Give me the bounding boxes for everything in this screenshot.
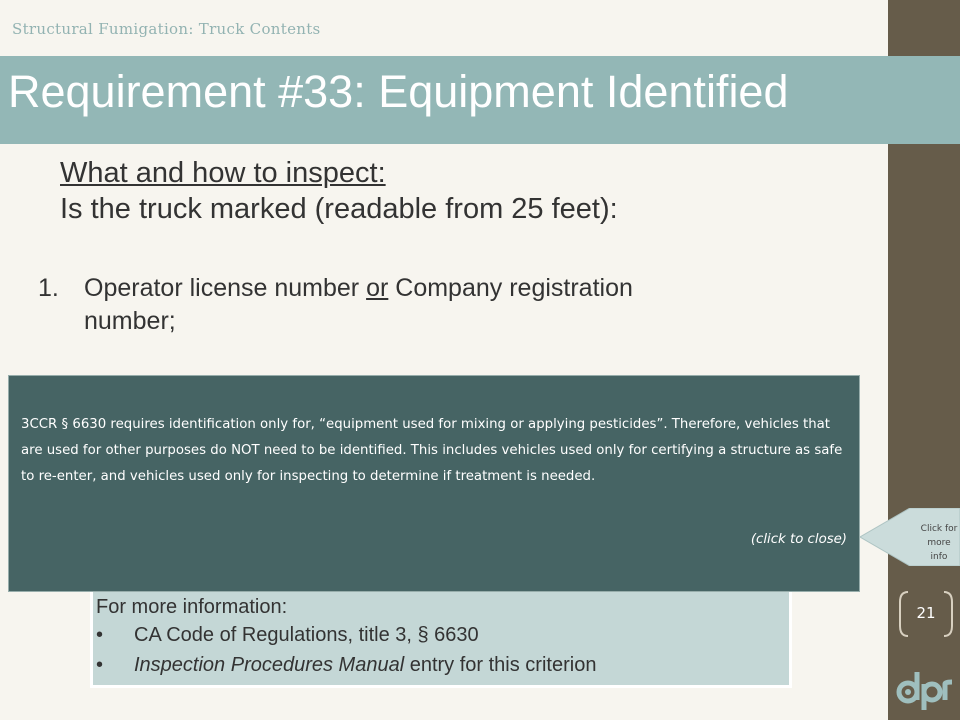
more-info-heading: For more information:: [96, 596, 288, 618]
popup-text: 3CCR § 6630 requires identification only for, “equipment used for mixing or applying pesticides”. Therefore, vehicles that are used for other purposes do NOT need to be identified. This includes vehicles used only for certifying a structure as safe to re-enter, and vehicles used only for inspecting to determine if treatment is needed.: [21, 417, 843, 484]
page-number-badge: [898, 590, 954, 638]
list-item-continuation: number;: [84, 307, 176, 335]
bullet: •: [96, 624, 104, 646]
title-band: [0, 56, 960, 144]
inspect-heading-line1: What and how to inspect:: [60, 157, 386, 189]
requirement-list: [38, 272, 828, 338]
close-popup-link[interactable]: (click to close): [750, 532, 847, 547]
list-item: [96, 620, 596, 650]
inspect-heading-line2: Is the truck marked (readable from 25 feet):: [60, 193, 618, 225]
list-item: [96, 650, 596, 680]
slide-subtitle: Structural Fumigation: Truck Contents: [12, 20, 321, 38]
inspect-heading: [60, 155, 618, 227]
more-info-item-regs: CA Code of Regulations, title 3, § 6630: [134, 624, 479, 646]
more-info-button[interactable]: [860, 508, 960, 566]
info-popup[interactable]: [8, 375, 860, 592]
more-info-label: [918, 522, 960, 564]
list-text-post: Company registration: [388, 274, 633, 302]
more-info-label-line2: more info: [927, 538, 951, 562]
slide-title: Requirement #33: Equipment Identified: [8, 66, 789, 117]
more-info-label-line1: Click for: [920, 524, 958, 534]
bullet: •: [96, 654, 104, 676]
more-info-item-manual: entry for this criterion: [404, 654, 597, 676]
list-text-pre: Operator license number: [84, 274, 367, 302]
more-info-box: [90, 580, 792, 688]
list-item: [38, 272, 828, 305]
list-number: 1.: [38, 274, 59, 302]
dpr-logo-icon: [896, 664, 956, 714]
page-number: 21: [916, 604, 936, 622]
more-info-list: [96, 620, 596, 680]
list-text-or: or: [366, 274, 389, 302]
manual-title: Inspection Procedures Manual: [134, 654, 405, 676]
